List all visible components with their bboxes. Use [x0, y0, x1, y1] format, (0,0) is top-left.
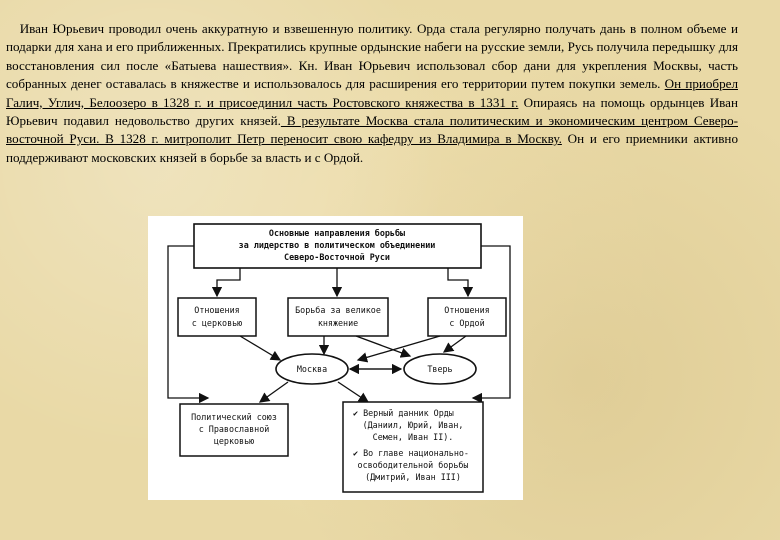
box-church — [178, 298, 256, 336]
top-box-line3: Северо-Восточной Руси — [284, 252, 390, 262]
box-tributary-line6: (Дмитрий, Иван III) — [365, 472, 461, 482]
diagram — [148, 216, 523, 500]
box-tributary-line2: (Даниил, Юрий, Иван, — [362, 420, 464, 430]
box-church-line2: с церковью — [191, 318, 243, 328]
underlined-text-moscow-center: В результате Москва стала политическим и экономическим центром Северо-восточной Руси. В 1328 г. митрополит Петр переносит свою кафедру из Владимира в Москву. — [6, 113, 738, 147]
diagram-svg — [148, 216, 523, 500]
box-church-line1: Отношения — [194, 305, 240, 315]
top-box-line1: Основные направления борьбы — [268, 228, 406, 238]
box-horde — [428, 298, 506, 336]
box-union-line2: с Православной — [198, 424, 270, 434]
paragraph-text-3: Он и его приемники активно поддерживают московских князей в борьбе за власть и с Ордой. — [6, 131, 738, 165]
arrow-church-to-moscow — [240, 336, 280, 360]
paragraph-indent — [6, 21, 20, 36]
connector-top-horde — [448, 268, 468, 296]
underlined-text-acquisitions: Он приобрел Галич, Углич, Белоозеро в 1328 г. и присоединил часть Ростовского княжества в 1331 г. — [6, 76, 738, 110]
box-grand-prince-line1: Борьба за великое — [295, 305, 381, 315]
arrow-horde-to-tver — [444, 336, 466, 352]
arrow-moscow-to-tributary — [338, 382, 368, 402]
ellipse-tver-label: Тверь — [427, 364, 453, 374]
box-tributary-line5: освободительной борьбы — [357, 460, 469, 470]
box-grand-prince — [288, 298, 388, 336]
paragraph-text: Иван Юрьевич проводил очень аккуратную и взвешенную политику. Орда стала регулярно получать дань в полном объеме и подарки для хана и его приближенных. Прекратились крупные ордынские набеги на русские земли, Русь получила передышку для восстановления сил после «Батыева нашествия». Кн. Иван Юрьевич использовал сбор дани для укрепления Москвы, часть собранных денег оставалась в княжестве и использовалось для расширения его территории путем покупки земель. — [6, 21, 738, 92]
box-grand-prince-line2: княжение — [317, 318, 359, 328]
box-tributary-line3: Семен, Иван II). — [372, 432, 454, 442]
box-union-line3: церковью — [213, 436, 255, 446]
paragraph-text-2: Опираясь на помощь ордынцев Иван Юрьевич подавил недовольство других князей. — [6, 94, 738, 129]
box-tributary-line1: ✔ Верный данник Орды — [353, 408, 454, 418]
ellipse-moscow-label: Москва — [296, 364, 328, 374]
top-box-line2: за лидерство в политическом объединении — [238, 240, 436, 250]
box-union-line1: Политический союз — [191, 412, 277, 422]
arrow-moscow-to-union — [260, 382, 288, 402]
connector-top-church — [217, 268, 240, 296]
box-tributary-line4: ✔ Во главе национально- — [353, 448, 469, 458]
box-horde-line1: Отношения — [444, 305, 490, 315]
body-text — [6, 20, 738, 167]
box-horde-line2: с Ордой — [449, 318, 485, 328]
